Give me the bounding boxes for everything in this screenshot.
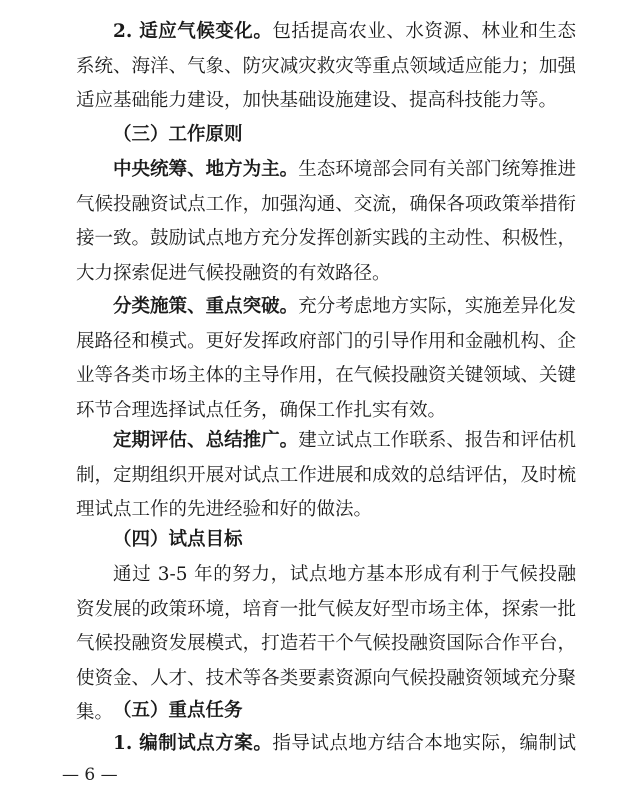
paragraph-classified-policy: [76, 290, 576, 428]
paragraph-body: 通过 3-5 年的努力，试点地方基本形成有利于气候投融资发展的政策环境，培育一批气候友好型市场主体，探索一批气候投融资发展模式，打造若干个气候投融资国际合作平台，使资金、人才、技术等各类要素资源向气候投融资领域充分聚集。: [76, 564, 576, 724]
paragraph-periodic-evaluation: [76, 424, 576, 528]
paragraph-compile-plan: [76, 727, 576, 762]
section-heading-principles: （三）工作原则: [113, 124, 243, 145]
paragraph-lead: 2. 适应气候变化。: [113, 21, 273, 42]
paragraph-body: 充分考虑地方实际，实施差异化发展路径和模式。更好发挥政府部门的引导作用和金融机构、企业等各类市场主体的主导作用，在气候投融资关键领域、关键环节合理选择试点任务，确保工作扎实有效。: [76, 296, 576, 421]
paragraph-lead: 定期评估、总结推广。: [113, 430, 299, 451]
paragraph-lead: 分类施策、重点突破。: [113, 296, 299, 317]
section-heading-key-tasks: （五）重点任务: [113, 700, 243, 721]
page-number: — 6 —: [62, 765, 118, 785]
paragraph-body: 指导试点地方结合本地实际，编制试: [272, 733, 576, 754]
paragraph-central-coordination: [76, 153, 576, 291]
section-heading-goals: （四）试点目标: [113, 529, 243, 550]
paragraph-adaptation: [76, 15, 576, 119]
paragraph-body: 建立试点工作联系、报告和评估机制，定期组织开展对试点工作进展和成效的总结评估，及时梳理试点工作的先进经验和好的做法。: [76, 430, 576, 521]
paragraph-lead: 中央统筹、地方为主。: [113, 159, 299, 180]
paragraph-lead: 1. 编制试点方案。: [113, 733, 273, 754]
paragraph-body: 包括提高农业、水资源、林业和生态系统、海洋、气象、防灾减灾救灾等重点领域适应能力；加强适应基础能力建设，加快基础设施建设、提高科技能力等。: [76, 21, 576, 112]
paragraph-body: 生态环境部会同有关部门统筹推进气候投融资试点工作，加强沟通、交流，确保各项政策举措衔接一致。鼓励试点地方充分发挥创新实践的主动性、积极性，大力探索促进气候投融资的有效路径。: [76, 159, 576, 284]
